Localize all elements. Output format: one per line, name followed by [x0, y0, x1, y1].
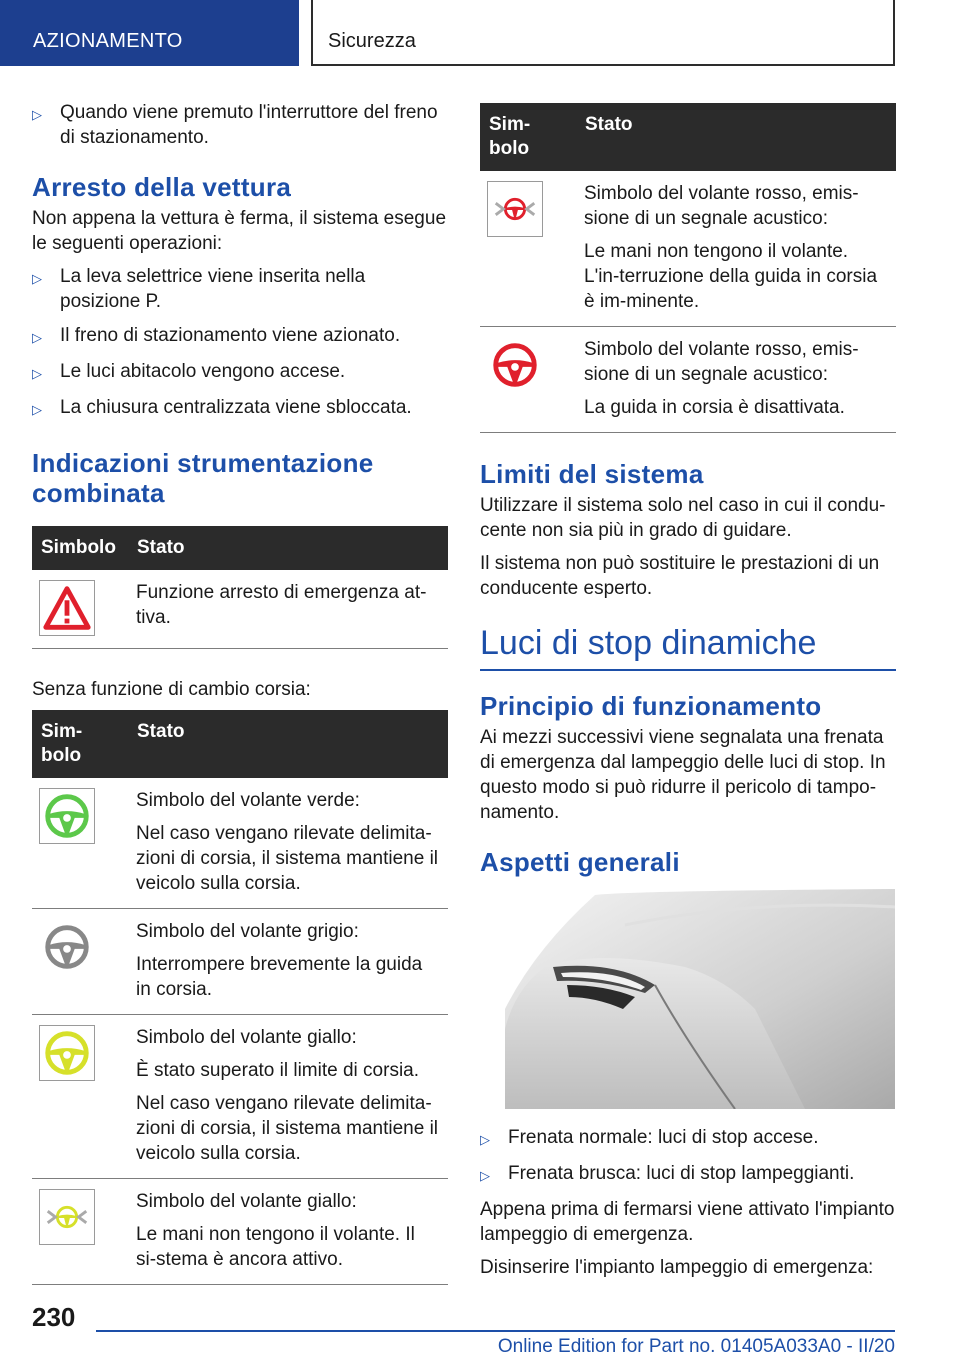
symbol-table-lane	[32, 710, 448, 1285]
list-item	[32, 100, 448, 150]
heading-arresto: Arresto della vettura	[32, 172, 292, 202]
bullet-arrow-icon: ▷	[32, 366, 42, 381]
table-header-symbol: Sim-bolo	[480, 103, 576, 171]
row-text: Simbolo del volante rosso, emis-sione di un segnale acustico:	[584, 183, 859, 229]
footer-edition: Online Edition for Part no. 01405A033A0 - II/20	[497, 1336, 895, 1357]
row-text: È stato superato il limite di corsia.	[136, 1060, 420, 1081]
list-item-text: La chiusura centralizzata viene sbloccata.	[60, 397, 412, 418]
heading-principio: Principio di funzionamento	[480, 691, 822, 721]
bullet-arrow-icon: ▷	[32, 330, 42, 345]
bullet-arrow-icon: ▷	[32, 107, 42, 122]
list-item-text: Frenata normale: luci di stop accese.	[508, 1127, 819, 1148]
list-item	[480, 1161, 896, 1188]
limiti-text-1: Utilizzare il sistema solo nel caso in cui il condu-cente non sia più in grado di guidare.	[480, 495, 886, 541]
senza-label: Senza funzione di cambio corsia:	[32, 679, 311, 700]
page-number: 230	[32, 1302, 76, 1332]
table-row	[32, 778, 448, 909]
row-text: Nel caso vengano rilevate delimita-zioni di corsia, il sistema mantiene il veicolo sulla corsia.	[136, 823, 439, 894]
row-text: Simbolo del volante giallo:	[136, 1191, 357, 1212]
steering-wheel-yellow-icon	[39, 1025, 95, 1081]
table-row	[480, 171, 896, 327]
list-item	[32, 264, 448, 314]
row-text: Simbolo del volante giallo:	[136, 1027, 357, 1048]
table-header-state: Stato	[576, 103, 896, 171]
table-row	[32, 570, 448, 649]
principio-text: Ai mezzi successivi viene segnalata una frenata di emergenza dal lampeggio delle luci di stop. In questo modo si può ridurre il pericolo di tampo-namento.	[480, 727, 886, 823]
row-text: Le mani non tengono il volante. Il si-stema è ancora attivo.	[136, 1224, 415, 1270]
luci-text-1: Appena prima di fermarsi viene attivato l'impianto lampeggio di emergenza.	[480, 1199, 895, 1245]
limiti-text-2: Il sistema non può sostituire le prestazioni di un conducente esperto.	[480, 553, 880, 599]
steering-wheel-grey-icon	[39, 919, 95, 975]
list-item	[480, 1125, 896, 1152]
table-header-symbol: Sim-bolo	[32, 710, 128, 778]
heading-limiti: Limiti del sistema	[480, 459, 704, 489]
footer-divider	[96, 1330, 895, 1332]
bullet-arrow-icon: ▷	[32, 402, 42, 417]
list-item	[32, 395, 448, 422]
table-row	[32, 909, 448, 1015]
list-item-text: Quando viene premuto l'interruttore del freno di stazionamento.	[60, 102, 438, 148]
row-text: Simbolo del volante grigio:	[136, 921, 359, 942]
row-text: Nel caso vengano rilevate delimita-zioni di corsia, il sistema mantiene il veicolo sulla corsia.	[136, 1093, 439, 1164]
luci-text-2: Disinserire l'impianto lampeggio di emergenza:	[480, 1257, 874, 1278]
steering-wheel-hands-yellow-icon	[39, 1189, 95, 1245]
row-text: La guida in corsia è disattivata.	[584, 397, 845, 418]
table-row	[480, 327, 896, 433]
bullet-arrow-icon: ▷	[32, 271, 42, 286]
table-row	[32, 1015, 448, 1179]
bullet-arrow-icon: ▷	[480, 1168, 490, 1183]
row-text: Le mani non tengono il volante. L'in-terruzione della guida in corsia è im-minente.	[584, 241, 878, 312]
table-row	[32, 1179, 448, 1285]
list-item-text: La leva selettrice viene inserita nella posizione P.	[60, 266, 366, 312]
row-text: Simbolo del volante rosso, emis-sione di un segnale acustico:	[584, 339, 859, 385]
section-tab: AZIONAMENTO	[0, 0, 299, 66]
list-item-text: Il freno di stazionamento viene azionato.	[60, 325, 401, 346]
car-rear-light-image	[505, 889, 895, 1109]
arresto-text: Non appena la vettura è ferma, il sistema esegue le seguenti operazioni:	[32, 208, 447, 254]
list-item-text: Le luci abitacolo vengono accese.	[60, 361, 346, 382]
row-text: Interrompere brevemente la guida in corsia.	[136, 954, 423, 1000]
right-column	[480, 103, 896, 1288]
heading-luci-stop: Luci di stop dinamiche	[480, 623, 896, 671]
steering-wheel-hands-red-icon	[487, 181, 543, 237]
steering-wheel-green-icon	[39, 788, 95, 844]
row-text: Simbolo del volante verde:	[136, 790, 360, 811]
table-header-state: Stato	[128, 710, 448, 778]
bullet-arrow-icon: ▷	[480, 1132, 490, 1147]
heading-aspetti: Aspetti generali	[480, 847, 680, 877]
heading-indicazioni: Indicazioni strumentazione combinata	[32, 448, 374, 508]
list-item-text: Frenata brusca: luci di stop lampeggianti.	[508, 1163, 855, 1184]
symbol-table-lane-red	[480, 103, 896, 433]
symbol-table-emergency	[32, 526, 448, 649]
list-item	[32, 323, 448, 350]
table-header-state: Stato	[128, 526, 448, 570]
steering-wheel-red-icon	[487, 337, 543, 393]
row-text: Funzione arresto di emergenza at-tiva.	[136, 582, 427, 628]
table-header-symbol: Simbolo	[32, 526, 128, 570]
left-column	[32, 100, 448, 1285]
warning-triangle-icon	[39, 580, 95, 636]
topic-tab: Sicurezza	[311, 0, 895, 66]
list-item	[32, 359, 448, 386]
